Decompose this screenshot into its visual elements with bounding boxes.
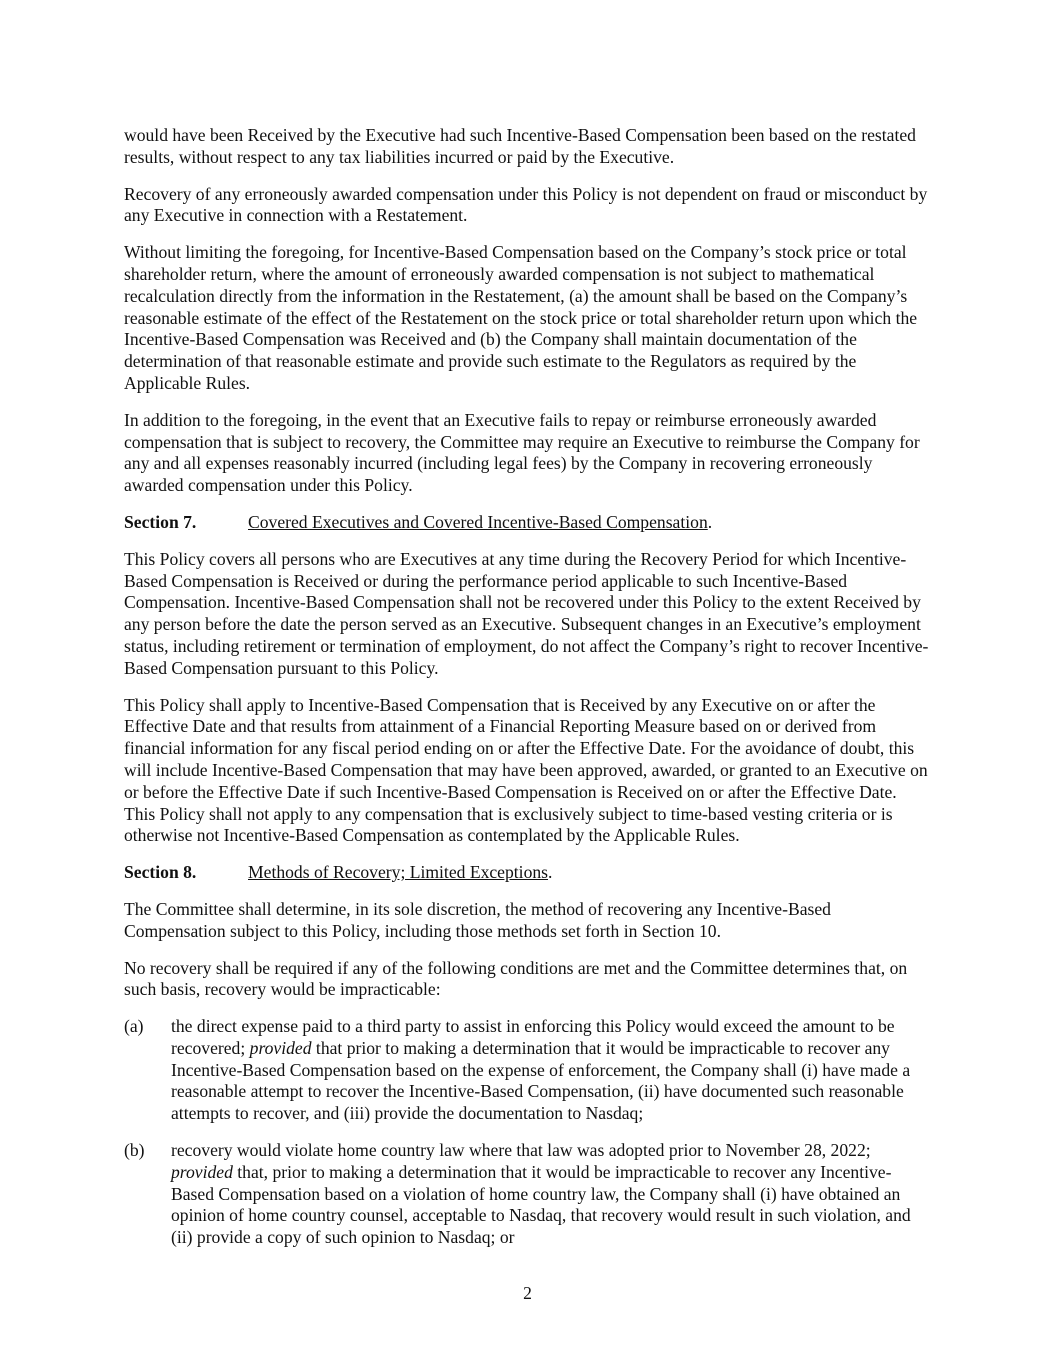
paragraph: In addition to the foregoing, in the event that an Executive fails to repay or reimburse erroneously awarded compensation that is subject to recovery, the Committee may require an Executive to reimburse the Company for any and all expenses reasonably incurred (including legal fees) by the Company in recovering erroneously awarded compensation under this Policy. bbox=[124, 409, 920, 496]
paragraph: This Policy covers all persons who are Executives at any time during the Recovery Period for which Incentive-Based Compensation is Received or during the performance period applicable to such Incentive-Based Compensation. Incentive-Based Compensation shall not be recovered under this Policy to the extent Received by any person before the date the person served as an Executive. Subsequent changes in an Executive’s employment status, including retirement or termination of employment, do not affect the Company’s right to recover Incentive-Based Compensation pursuant to this Policy. bbox=[124, 548, 929, 678]
section-8-heading bbox=[124, 862, 932, 884]
section-7-heading bbox=[124, 512, 932, 534]
list-item-label: (a) bbox=[124, 1016, 144, 1037]
list-item bbox=[124, 1140, 932, 1249]
list-item-text: the direct expense paid to a third party to assist in enforcing this Policy would exceed the amount to be recovered; provided that prior to making a determination that it would be impracticable to recover any Incentive-Based Compensation based on the expense of enforcement, the Company shall (i) have made a reasonable attempt to recover the Incentive-Based Compensation, (ii) have documented such reasonable attempts to recover, and (iii) provide the documentation to Nasdaq; bbox=[171, 1016, 911, 1124]
heading-period: . bbox=[707, 511, 713, 532]
section-number: Section 8. bbox=[124, 862, 197, 883]
list-item bbox=[124, 1016, 932, 1125]
section-title: Covered Executives and Covered Incentive-Based Compensation bbox=[248, 511, 708, 532]
list-item-text: recovery would violate home country law where that law was adopted prior to November 28, 2022; provided that, prior to making a determination that it would be impracticable to recover any Incentive-Based Compensation based on a violation of home country law, the Company shall (i) have obtained an opinion of home country counsel, acceptable to Nasdaq, that recovery would result in such violation, and (ii) provide a copy of such opinion to Nasdaq; or bbox=[171, 1140, 911, 1248]
page-number: 2 bbox=[523, 1283, 532, 1303]
paragraph: would have been Received by the Executive had such Incentive-Based Compensation been based on the restated results, without respect to any tax liabilities incurred or paid by the Executive. bbox=[124, 125, 916, 167]
paragraph: Recovery of any erroneously awarded compensation under this Policy is not dependent on fraud or misconduct by any Executive in connection with a Restatement. bbox=[124, 183, 928, 226]
section-number: Section 7. bbox=[124, 511, 197, 532]
section-title: Methods of Recovery; Limited Exceptions bbox=[248, 862, 549, 883]
paragraph: No recovery shall be required if any of the following conditions are met and the Committee determines that, on such basis, recovery would be impracticable: bbox=[124, 957, 908, 1000]
document-body bbox=[124, 125, 932, 1264]
paragraph: Without limiting the foregoing, for Incentive-Based Compensation based on the Company’s stock price or total shareholder return, where the amount of erroneously awarded compensation is not subject to mathematical recalculation directly from the information in the Restatement, (a) the amount shall be based on the Company’s reasonable estimate of the effect of the Restatement on the stock price or total shareholder return upon which the Incentive-Based Compensation was Received and (b) the Company shall maintain documentation of the determination of that reasonable estimate and provide such estimate to the Regulators as required by the Applicable Rules. bbox=[124, 242, 918, 393]
list-item-label: (b) bbox=[124, 1140, 145, 1161]
paragraph: The Committee shall determine, in its sole discretion, the method of recovering any Incentive-Based Compensation subject to this Policy, including those methods set forth in Section 10. bbox=[124, 898, 831, 941]
paragraph: This Policy shall apply to Incentive-Based Compensation that is Received by any Executive on or after the Effective Date and that results from attainment of a Financial Reporting Measure based on or derived from financial information for any fiscal period ending on or after the Effective Date. For the avoidance of doubt, this will include Incentive-Based Compensation that may have been approved, awarded, or granted to an Executive on or before the Effective Date if such Incentive-Based Compensation is Received on or after the Effective Date. This Policy shall not apply to any compensation that is exclusively subject to time-based vesting criteria or is otherwise not Incentive-Based Compensation as contemplated by the Applicable Rules. bbox=[124, 694, 928, 846]
heading-period: . bbox=[548, 862, 553, 883]
